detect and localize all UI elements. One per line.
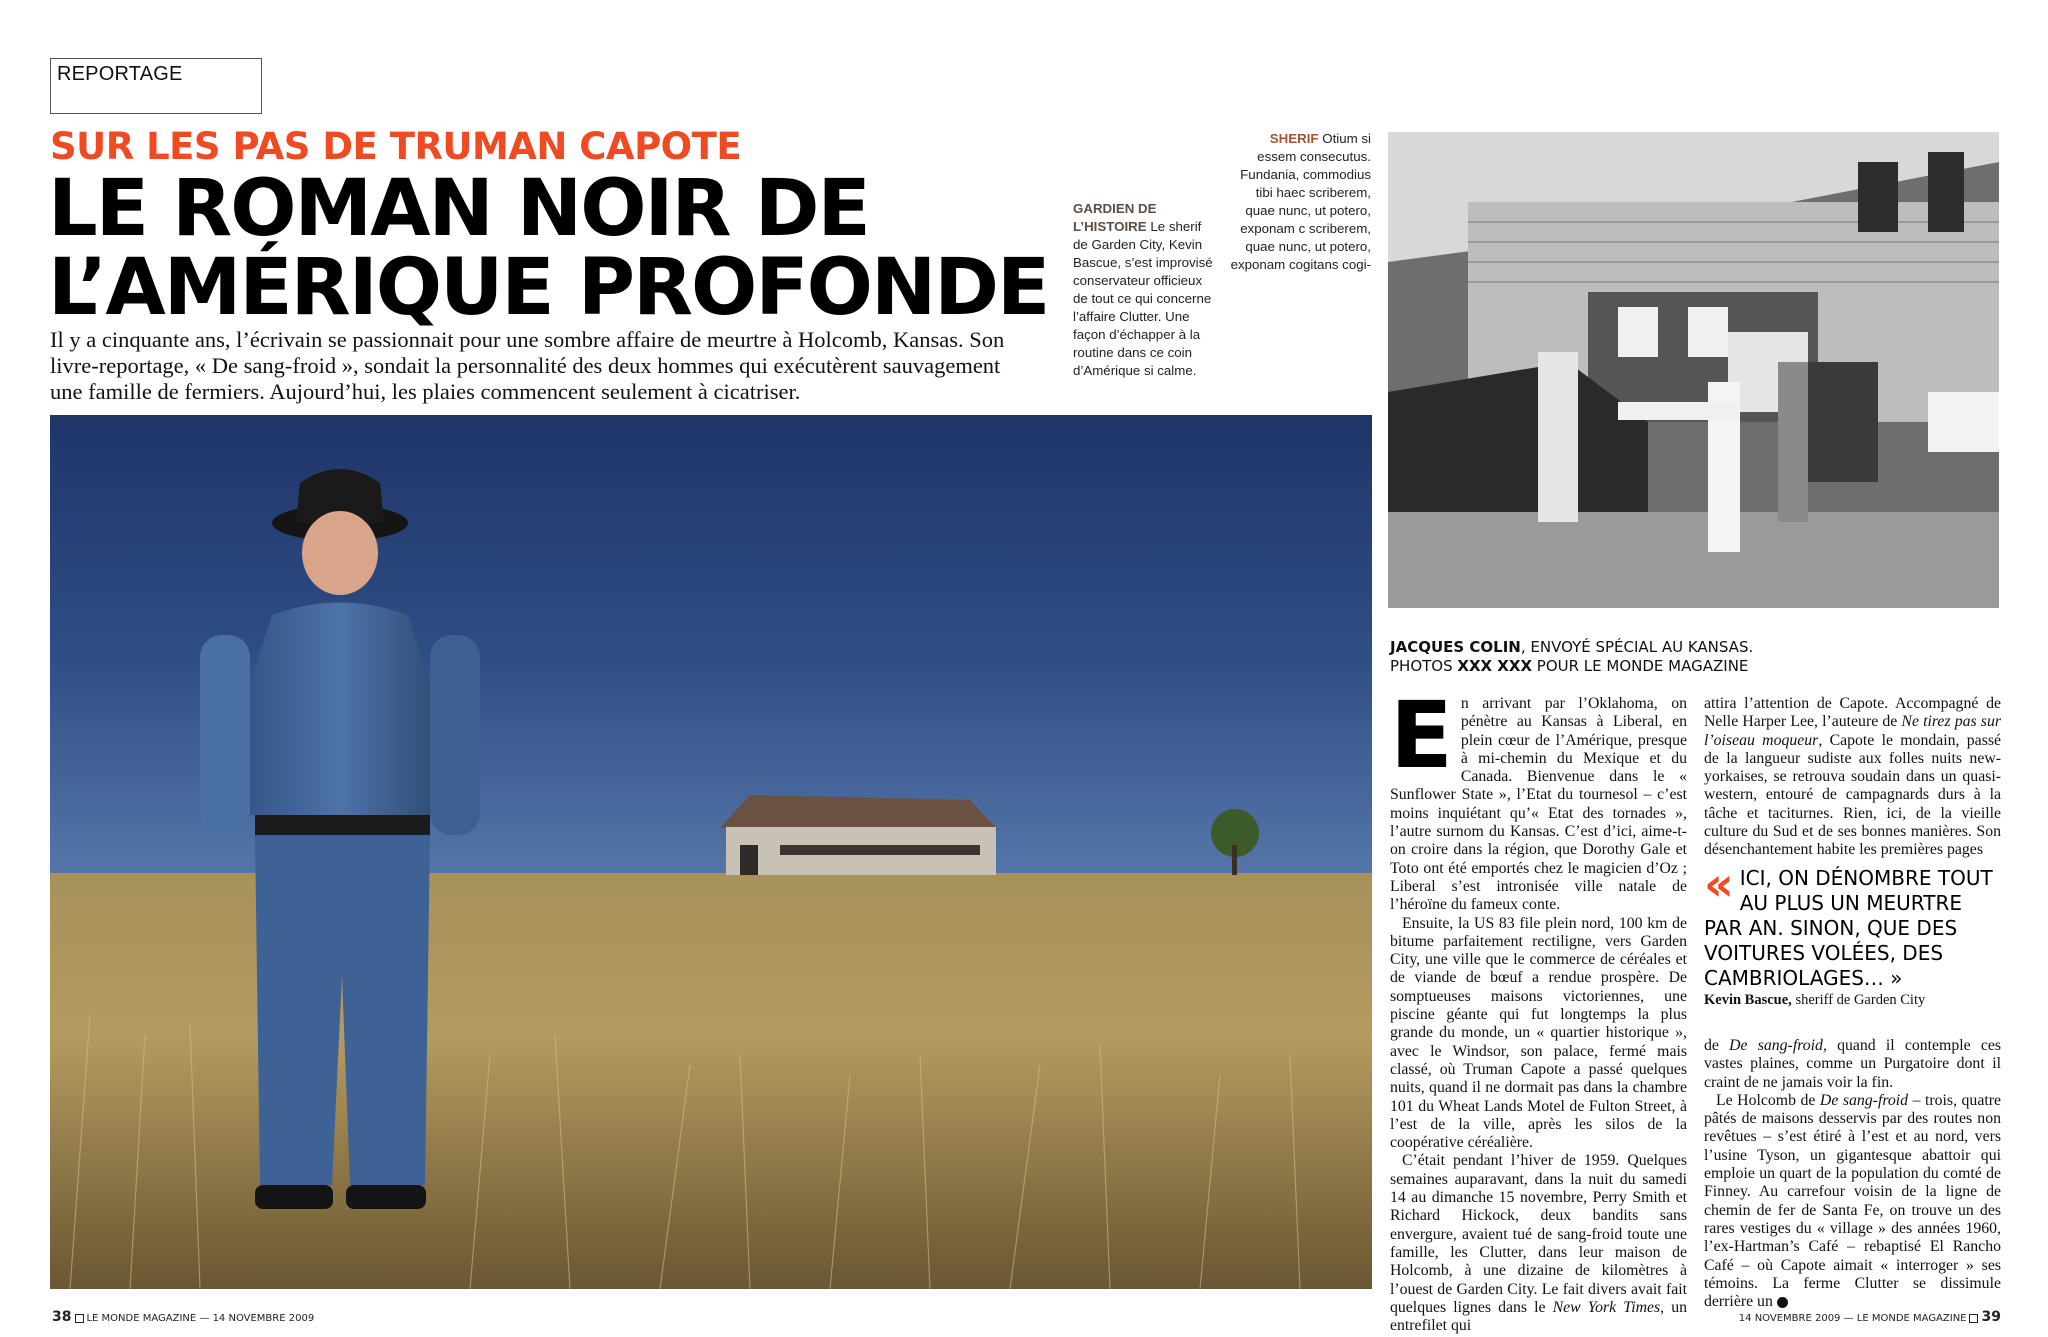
- kicker: SUR LES PAS DE TRUMAN CAPOTE: [50, 125, 742, 168]
- byline: [1390, 638, 2010, 676]
- main-photo-caption: [1073, 200, 1213, 380]
- headline-line-2: L’AMÉRIQUE PROFONDE: [48, 243, 1049, 333]
- caption-text: Le sherif de Garden City, Kevin Bascue, s’est improvisé conservateur officieux de tout ce qui concerne l’affaire Clutter. Une façon d’échapper à la routine dans ce coin d’Amérique si calme.: [1073, 219, 1213, 378]
- paragraph-4-em: Ne tirez pas sur l’oiseau moqueur: [1704, 713, 2001, 749]
- continue-arrow-icon: ➜: [1777, 1297, 1788, 1308]
- photos-suffix: POUR LE MONDE MAGAZINE: [1532, 657, 1749, 675]
- paragraph-5-end: , quand il contemple ces vastes plaines, comme un Purgatoire dont il craint de ne jamais voir la fin.: [1704, 1037, 2001, 1091]
- quote-speaker-role: sheriff de Garden City: [1791, 992, 1926, 1008]
- paragraph-4: [1704, 695, 2001, 860]
- paragraph-6-em: De sang-froid: [1819, 1091, 1909, 1109]
- headline-line-1: LE ROMAN NOIR DE: [48, 164, 869, 254]
- paragraph-3-em: New York Times: [1552, 1298, 1661, 1316]
- bw-photo-caption: [1228, 130, 1371, 274]
- author-name: JACQUES COLIN: [1390, 638, 1521, 656]
- paragraph-5-text: de: [1704, 1037, 1719, 1054]
- paragraph-4-text: attira l’attention de Capote. Accompagné de Nelle Harper Lee, l’auteure de: [1704, 695, 2001, 731]
- standfirst: Il y a cinquante ans, l’écrivain se passionnait pour une sombre affaire de meurtre à Holcomb, Kansas. Son livre-reportage, « De sang-froid », sondait la personnalité des deux hommes qui exécutèrent sauvagement une famille de fermiers. Aujourd’hui, les plaies commencent seulement à cicatriser.: [50, 327, 1005, 404]
- square-icon: [1969, 1314, 1978, 1323]
- quote-speaker: Kevin Bascue,: [1704, 992, 1792, 1008]
- article-column-1: [1390, 682, 1687, 1335]
- paragraph-3-end: , un entrefilet qui: [1390, 1298, 1687, 1335]
- page-number-right: 39: [1981, 1309, 2001, 1325]
- paragraph-1: [1390, 682, 1687, 915]
- paragraph-4-end: , Capote le mondain, passé de la langueur sudiste aux folles nuits new-yorkaises, se retrouva soudain dans un quasi-western, entouré de campagnards durs à la tâche et taciturnes. Rien, ici, de la vieille culture du Sud et de ses bonnes manières. Son désenchantement habite les premières pages: [1704, 731, 2001, 859]
- pull-quote-text: ICI, ON DÉNOMBRE TOUT AU PLUS UN MEURTRE PAR AN. SINON, QUE DES VOITURES VOLÉES, DES CAMBRIOLAGES… »: [1704, 866, 1993, 990]
- byline-photo-line: [1390, 657, 2010, 676]
- folio-right-text: 14 NOVEMBRE 2009 — LE MONDE MAGAZINE: [1738, 1313, 1967, 1324]
- paragraph-5: [1704, 1037, 2001, 1092]
- paragraph-3-text: C’était pendant l’hiver de 1959. Quelques semaines auparavant, dans la nuit du samedi 14 au dimanche 15 novembre, Perry Smith et Richard Hickock, deux bandits sans envergure, avaient tué de sang-froid toute une famille, les Clutter, dans leur maison de Holcomb, à une dizaine de kilomètres à l’ouest de Garden City. Le fait divers avait fait quelques lignes dans le: [1390, 1152, 1687, 1316]
- pull-quote: [1704, 857, 2004, 991]
- pull-quote-attribution: [1704, 992, 2004, 1009]
- paragraph-3: [1390, 1152, 1687, 1335]
- caption-lead: GARDIEN DE L’HISTOIRE: [1073, 201, 1157, 234]
- headline: [48, 164, 1068, 333]
- folio-left: [50, 1309, 314, 1325]
- barn-shape: [720, 795, 998, 875]
- paragraph-6-text: Le Holcomb de: [1716, 1091, 1816, 1109]
- sheriff-field-photo: [50, 415, 1372, 1289]
- paragraph-1-text: n arrivant par l’Oklahoma, on pénètre au Kansas à Liberal, en plein cœur de l’Amérique, presque à mi-chemin du Mexique et du Canada. Bienvenue dans le « Sunflower State », l’Etat du tournesol – c’est moins inquiétant qu’« Etat des tornades », l’autre surnom du Kansas. C’est d’ici, aime-t-on croire dans la région, que Dorothy Gale et Toto ont été emportés chez le magicien d’Oz ; Liberal s’est intronisée ville natale de l’héroïne du fameux conte.: [1390, 695, 1687, 914]
- photographer-name: XXX XXX: [1457, 657, 1533, 675]
- article-column-2-continued: [1704, 1037, 2001, 1311]
- quote-mark-icon: «: [1704, 857, 1734, 911]
- square-icon: [75, 1314, 84, 1323]
- paragraph-6: [1704, 1092, 2001, 1312]
- author-role: , ENVOYÉ SPÉCIAL AU KANSAS.: [1520, 638, 1754, 656]
- article-column-2: [1704, 695, 2001, 860]
- caption-text: Otium si essem consecutus. Fundania, commodius tibi haec scriberem, quae nunc, ut potero, exponam c scriberem, quae nunc, ut potero, exponam cogitans cogi-: [1230, 131, 1371, 272]
- paragraph-5-em: De sang-froid: [1729, 1037, 1823, 1054]
- photos-prefix: PHOTOS: [1390, 657, 1458, 675]
- page-number-left: 38: [52, 1309, 72, 1325]
- byline-author-line: [1390, 638, 2010, 657]
- section-label: REPORTAGE: [50, 58, 262, 114]
- drop-cap: E: [1390, 682, 1453, 789]
- folio-right: [1739, 1309, 2003, 1325]
- caption-lead: SHERIF: [1269, 131, 1319, 146]
- paragraph-2: Ensuite, la US 83 file plein nord, 100 km de bitume parfaitement rectiligne, vers Garden City, une ville que le commerce de céréales et de viande de bœuf a rendue prospère. De somptueuses maisons victoriennes, une piscine géante qui fut longtemps la plus grande du monde, un « quartier historique », avec le Windsor, son palace, fermé mais classé, où Truman Capote a passé quelques nuits, quand il ne dormait pas dans la chambre 101 du Wheat Lands Motel de Fulton Street, à l’est de la ville, après les silos de la coopérative céréalière.: [1390, 914, 1687, 1152]
- folio-left-text: LE MONDE MAGAZINE — 14 NOVEMBRE 2009: [86, 1313, 315, 1324]
- paragraph-6-end: – trois, quatre pâtés de maisons desservis par des routes non revêtues – s’est étiré à l’est et au nord, vers l’usine Tyson, un gigantesque abattoir qui emploie un quart de la population du comté de Finney. Au carrefour voisin de la ligne de chemin de fer de Santa Fe, on trouve un des rares vestiges du « village » des années 1960, l’ex-Hartman’s Café – rebaptisé El Rancho Café – où Capote aimait « interroger » ses témoins. La ferme Clutter se dissimule derrière un: [1704, 1091, 2002, 1311]
- clutter-house-archive-photo: [1388, 132, 1999, 608]
